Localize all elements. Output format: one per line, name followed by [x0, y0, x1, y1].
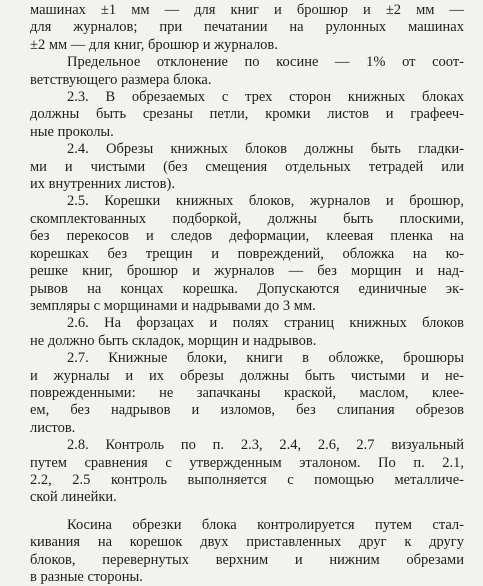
- text-line: 2.8. Контроль по п. 2.3, 2.4, 2.6, 2.7 визуальный: [67, 437, 464, 454]
- paragraph-2-5: [30, 193, 464, 315]
- text-line: кивания на корешок двух приставленных друг к другу: [30, 534, 464, 551]
- text-line: не должно быть складок, морщин и надрывов.: [30, 332, 317, 349]
- text-line: путем сравнения с утвержденным эталоном. По п. 2.1,: [30, 454, 464, 471]
- text-line: Предельное отклонение по косине — 1% от соот-: [67, 54, 464, 71]
- text-line: 2.6. На форзацах и полях страниц книжных блоков: [67, 315, 464, 332]
- text-line: 2.4. Обрезы книжных блоков должны быть гладки-: [67, 141, 464, 158]
- text-line: корешках без трещин и повреждений, обложка на ко-: [30, 245, 464, 262]
- text-line: 2.2, 2.5 контроль выполняется с помощью металличе-: [30, 471, 464, 488]
- text-line: поврежденными: не запачканы краской, маслом, клее-: [30, 384, 464, 401]
- text-line: рывов на концах корешка. Допускаются единичные эк-: [30, 280, 464, 297]
- text-line: скомплектованных подборкой, должны быть плоскими,: [30, 210, 464, 227]
- text-line: Косина обрезки блока контролируется путем стал-: [67, 516, 464, 533]
- text-line: ской линейки.: [30, 489, 117, 506]
- text-line: 2.3. В обрезаемых с трех сторон книжных блоках: [67, 89, 464, 106]
- text-line: блоков, перевернутых верхним и нижним обрезами: [30, 551, 464, 568]
- text-line: 2.7. Книжные блоки, книги в обложке, брошюры: [67, 350, 464, 367]
- text-line: ные проколы.: [30, 123, 114, 140]
- text-line: ми и чистыми (без смещения отдельных тетрадей или: [30, 158, 464, 175]
- text-line: ±2 мм — для книг, брошюр и журналов.: [30, 36, 278, 53]
- paragraph-2-7: [30, 350, 464, 437]
- text-line: должны быть срезаны петли, кромки листов и графееч-: [30, 106, 464, 123]
- paragraph-2-6: [30, 315, 464, 350]
- paragraph-2-3: [30, 89, 464, 141]
- text-line: ем, без надрывов и изломов, без слипания обрезов: [30, 402, 464, 419]
- text-line: 2.5. Корешки книжных блоков, журналов и брошюр,: [67, 193, 464, 210]
- text-line: для журналов; при печатании на рулонных машинах: [30, 19, 464, 36]
- paragraph-tolerance-continued: [30, 2, 464, 54]
- paragraph-2-4: [30, 141, 464, 193]
- text-line: в разные стороны.: [30, 569, 143, 585]
- paragraph-skew-control: [30, 517, 464, 586]
- text-line: без перекосов и следов деформации, клеевая пленка на: [30, 228, 464, 245]
- paragraph-2-8: [30, 437, 464, 507]
- text-line: машинах ±1 мм — для книг и брошюр и ±2 мм —: [30, 2, 464, 18]
- paragraph-skew-tolerance: [30, 54, 464, 89]
- document-page: [30, 2, 464, 586]
- text-line: решке книг, брошюр и журналов — без морщин и над-: [30, 263, 464, 280]
- text-line: земпляры с морщинами и надрывами до 3 мм.: [30, 297, 316, 314]
- text-line: и журналы и их обрезы должны быть чистыми и не-: [30, 367, 464, 384]
- text-line: их внутренних листов).: [30, 176, 175, 193]
- text-line: ветствующего размера блока.: [30, 71, 212, 88]
- text-line: листов.: [30, 419, 76, 436]
